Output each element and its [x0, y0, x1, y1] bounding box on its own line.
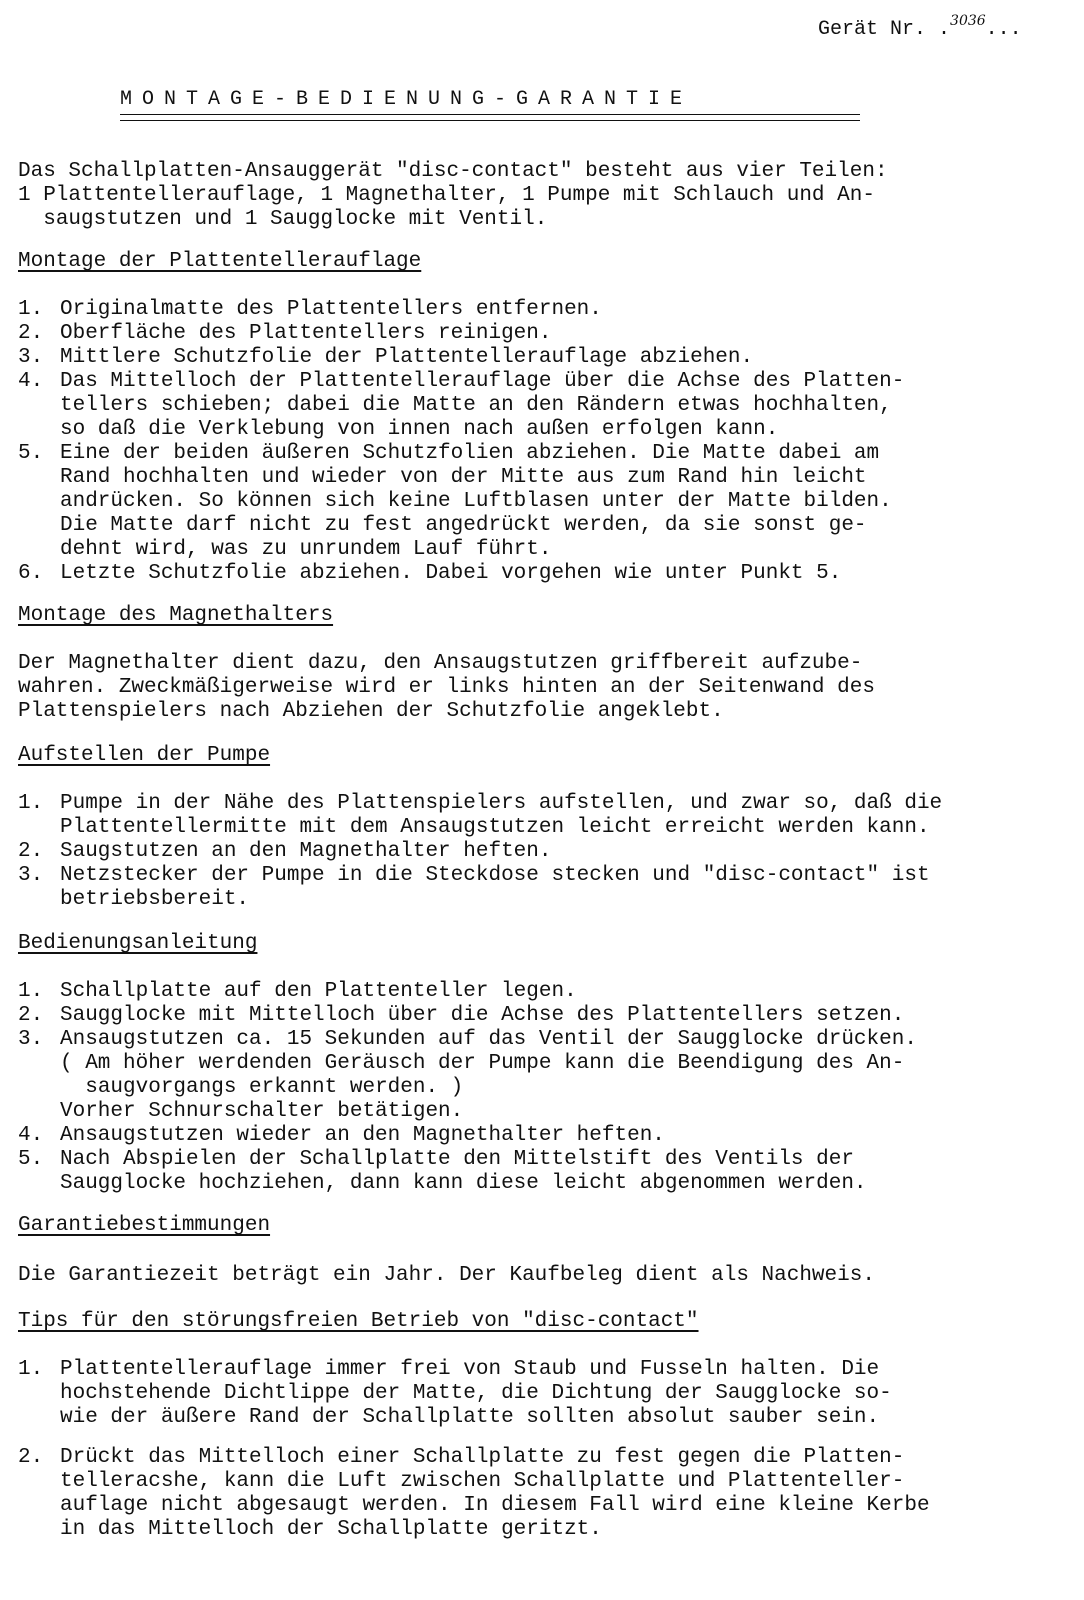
section-bedienung: [18, 932, 1068, 956]
list-item: [18, 1124, 1068, 1148]
section-montage-auflage: [18, 250, 1068, 274]
intro-text: Das Schallplatten-Ansauggerät "disc-contact" besteht aus vier Teilen: 1 Plattentellerauflage, 1 Magnethalter, 1 Pumpe mit Schlauch und An- saugstutzen und 1 Saugglocke mit Ventil.: [18, 160, 888, 231]
list-item-number: 5.: [18, 442, 44, 465]
device-number-handwritten: 3036: [950, 13, 986, 29]
list-item-text: Netzstecker der Pumpe in die Steckdose stecken und "disc-contact" ist betriebsbereit.: [60, 864, 930, 911]
list-item: [18, 322, 1068, 346]
section-tips: [18, 1310, 1068, 1334]
list-item-number: 4.: [18, 370, 44, 393]
section-montage-magnet: [18, 604, 1068, 628]
device-number-trailing: ...: [985, 18, 1022, 41]
list-item: [18, 442, 1068, 562]
list-item: [18, 346, 1068, 370]
list-item-text: Pumpe in der Nähe des Plattenspielers aufstellen, und zwar so, daß die Plattentellermitte mit dem Ansaugstutzen leicht erreicht werden kann.: [60, 792, 943, 839]
list-item-number: 5.: [18, 1148, 44, 1171]
section-heading: Aufstellen der Pumpe: [18, 744, 271, 767]
list-item: [18, 298, 1068, 322]
list-item-number: 6.: [18, 562, 44, 585]
paragraph-text: Der Magnethalter dient dazu, den Ansaugstutzen griffbereit aufzube- wahren. Zweckmäßigerweise wird er links hinten an der Seitenwand des Plattenspielers nach Abziehen der Schutzfolie angeklebt.: [18, 652, 875, 723]
list-item: [18, 980, 1068, 1004]
list-item-text: Saugstutzen an den Magnethalter heften.: [60, 840, 552, 863]
intro-paragraph: [18, 160, 1068, 232]
list-item-text: Originalmatte des Plattentellers entfernen.: [60, 298, 602, 321]
ordered-list: [18, 1358, 1068, 1542]
section-garantie: [18, 1214, 1068, 1238]
list-item-number: 1.: [18, 792, 44, 815]
list-item-text: Oberfläche des Plattentellers reinigen.: [60, 322, 552, 345]
list-item-number: 2.: [18, 840, 44, 863]
list-bedienung: [18, 980, 1068, 1196]
list-item: [18, 792, 1068, 840]
title-double-rule: [120, 114, 860, 121]
document-title: MONTAGE-BEDIENUNG-GARANTIE: [120, 88, 693, 111]
device-number-label: Gerät Nr. .: [818, 18, 951, 41]
list-item-text: Ansaugstutzen ca. 15 Sekunden auf das Ventil der Saugglocke drücken. ( Am höher werdenden Geräusch der Pumpe kann die Beendigung des An- saugvorgangs erkannt werden. ) Vorher Schnurschalter betätigen.: [60, 1028, 917, 1123]
list-item-number: 2.: [18, 322, 44, 345]
section-pumpe: [18, 744, 1068, 768]
list-item: [18, 1358, 1068, 1430]
list-item-text: Letzte Schutzfolie abziehen. Dabei vorgehen wie unter Punkt 5.: [60, 562, 842, 585]
list-item-number: 3.: [18, 1028, 44, 1051]
list-item-number: 2.: [18, 1004, 44, 1027]
list-item-number: 3.: [18, 346, 44, 369]
list-item: [18, 840, 1068, 864]
list-item-number: 3.: [18, 864, 44, 887]
list-item-text: Ansaugstutzen wieder an den Magnethalter heften.: [60, 1124, 665, 1147]
device-number-line: [818, 13, 1022, 41]
list-item: [18, 370, 1068, 442]
section-heading: Garantiebestimmungen: [18, 1214, 271, 1237]
list-item-text: Plattentellerauflage immer frei von Staub und Fusseln halten. Die hochstehende Dichtlippe der Matte, die Dichtung der Saugglocke so- wie der äußere Rand der Schallplatte sollten absolut sauber sein.: [60, 1358, 892, 1429]
list-item-number: 1.: [18, 980, 44, 1003]
list-item-text: Saugglocke mit Mittelloch über die Achse des Plattentellers setzen.: [60, 1004, 905, 1027]
section-heading: Bedienungsanleitung: [18, 932, 258, 955]
ordered-list: [18, 792, 1068, 912]
list-item-number: 4.: [18, 1124, 44, 1147]
paragraph-montage-magnet: [18, 652, 1068, 724]
ordered-list: [18, 980, 1068, 1196]
list-item: [18, 1004, 1068, 1028]
section-heading: Montage der Plattentellerauflage: [18, 250, 422, 273]
list-item-text: Drückt das Mittelloch einer Schallplatte zu fest gegen die Platten- telleracshe, kann die Luft zwischen Schallplatte und Plattenteller- auflage nicht abgesaugt werden. In diesem Fall wird eine kleine Kerbe in das Mittelloch der Schallplatte geritzt.: [60, 1446, 930, 1541]
paragraph-garantie: [18, 1264, 1068, 1288]
list-item-text: Mittlere Schutzfolie der Plattentellerauflage abziehen.: [60, 346, 754, 369]
section-heading: Tips für den störungsfreien Betrieb von "disc-contact": [18, 1310, 699, 1333]
list-item: [18, 1446, 1068, 1542]
list-item: [18, 1148, 1068, 1196]
list-item-text: Eine der beiden äußeren Schutzfolien abziehen. Die Matte dabei am Rand hochhalten und wieder von der Mitte aus zum Rand hin leicht andrücken. So können sich keine Luftblasen unter der Matte bilden. Die Matte darf nicht zu fest angedrückt werden, da sie sonst ge- dehnt wird, was zu unrundem Lauf führt.: [60, 442, 892, 561]
section-heading: Montage des Magnethalters: [18, 604, 334, 627]
ordered-list: [18, 298, 1068, 586]
list-item-number: 1.: [18, 298, 44, 321]
list-item-number: 2.: [18, 1446, 44, 1469]
list-item-text: Das Mittelloch der Plattentellerauflage über die Achse des Platten- tellers schieben; dabei die Matte an den Rändern etwas hochhalten, so daß die Verklebung von innen nach außen erfolgen kann.: [60, 370, 905, 441]
list-item-text: Nach Abspielen der Schallplatte den Mittelstift des Ventils der Saugglocke hochziehen, dann kann diese leicht abgenommen werden.: [60, 1148, 867, 1195]
list-item: [18, 864, 1068, 912]
paragraph-text: Die Garantiezeit beträgt ein Jahr. Der Kaufbeleg dient als Nachweis.: [18, 1264, 875, 1287]
list-tips: [18, 1358, 1068, 1542]
list-item: [18, 1028, 1068, 1124]
list-pumpe: [18, 792, 1068, 912]
list-item-text: Schallplatte auf den Plattenteller legen.: [60, 980, 577, 1003]
list-item-number: 1.: [18, 1358, 44, 1381]
list-montage-auflage: [18, 298, 1068, 586]
list-item: [18, 562, 1068, 586]
